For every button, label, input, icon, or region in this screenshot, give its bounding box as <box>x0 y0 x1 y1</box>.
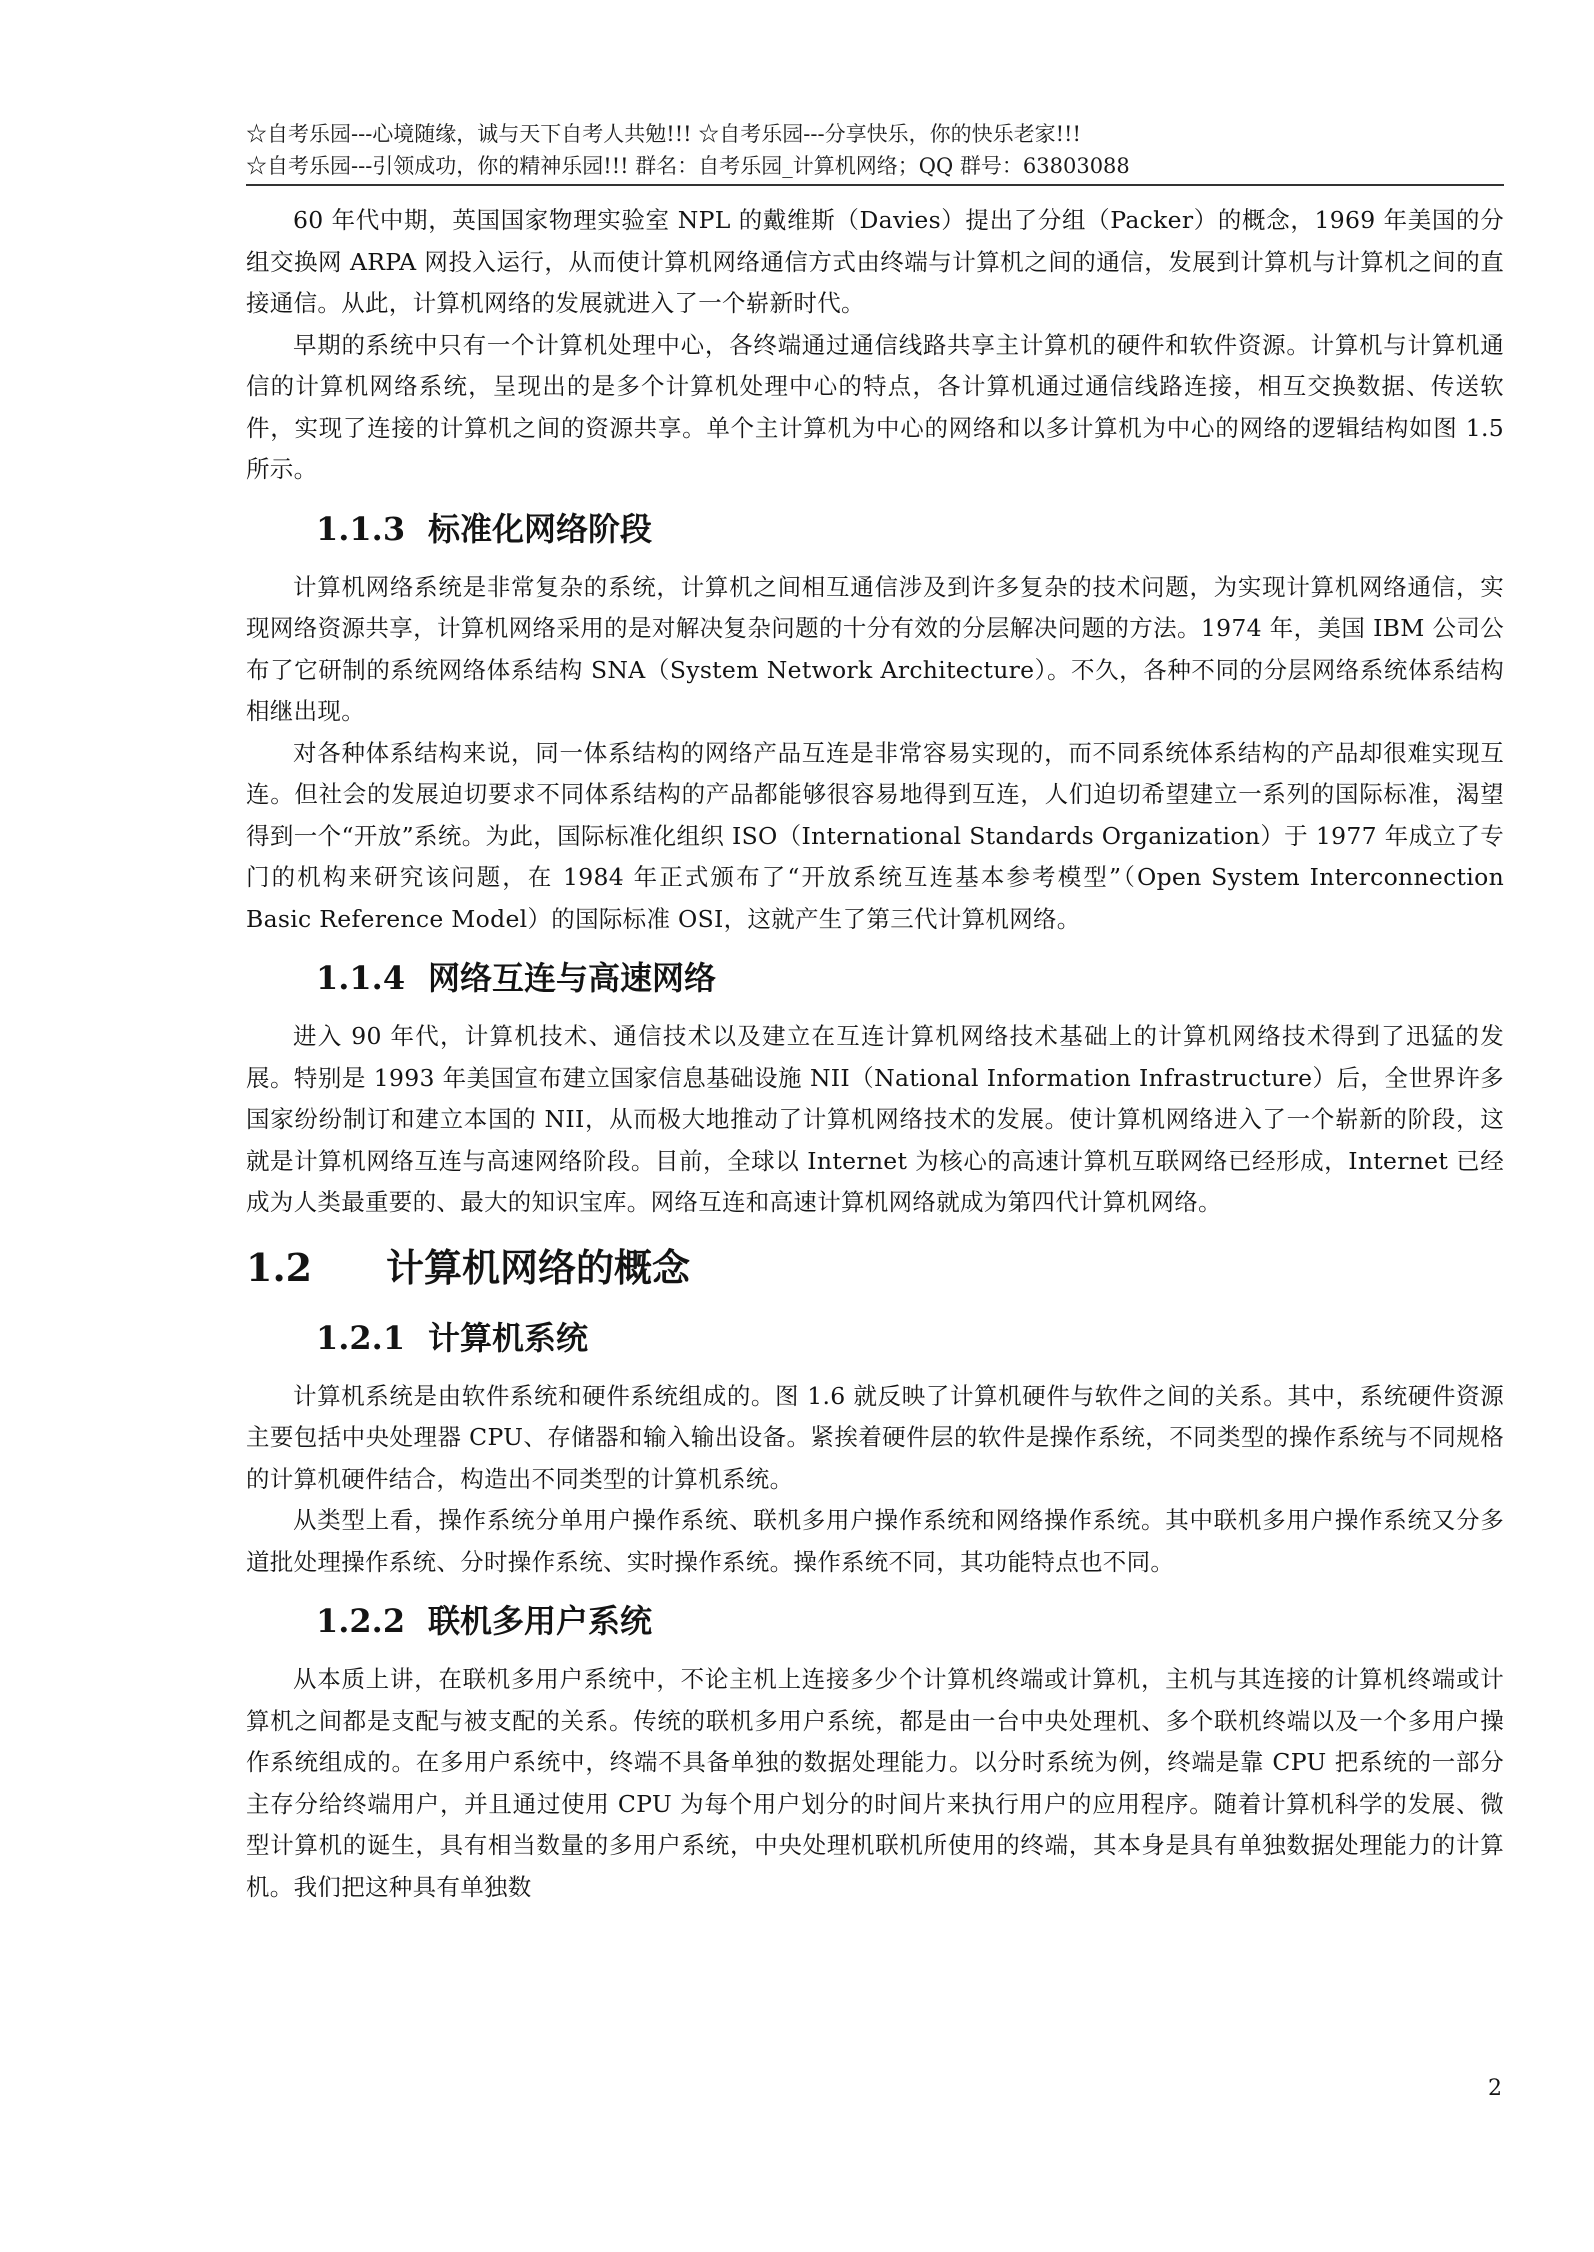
header-line-1: ☆自考乐园---心境随缘，诚与天下自考人共勉!!! ☆自考乐园---分享快乐，你的快乐老家!!! <box>246 122 1081 146</box>
section-heading-1-1-3 <box>246 503 1504 555</box>
section-number: 1.2.1 <box>316 1318 406 1357</box>
paragraph: 计算机网络系统是非常复杂的系统，计算机之间相互通信涉及到许多复杂的技术问题，为实现计算机网络通信，实现网络资源共享，计算机网络采用的是对解决复杂问题的十分有效的分层解决问题的方法。1974 年，美国 IBM 公司公布了它研制的系统网络体系结构 SNA（System Network Architecture）。不久，各种不同的分层网络系统体系结构相继出现。 <box>246 572 1504 725</box>
chapter-heading-1-2 <box>246 1236 1504 1300</box>
paragraph: 从本质上讲，在联机多用户系统中，不论主机上连接多少个计算机终端或计算机，主机与其连接的计算机终端或计算机之间都是支配与被支配的关系。传统的联机多用户系统，都是由一台中央处理机、多个联机终端以及一个多用户操作系统组成的。在多用户系统中，终端不具备单独的数据处理能力。以分时系统为例，终端是靠 CPU 把系统的一部分主存分给终端用户，并且通过使用 CPU 为每个用户划分的时间片来执行用户的应用程序。随着计算机科学的发展、微型计算机的诞生，具有相当数量的多用户系统，中央处理机联机所使用的终端，其本身是具有单独数据处理能力的计算机。我们把这种具有单独数 <box>246 1665 1504 1901</box>
page-header <box>246 118 1504 186</box>
page-content <box>246 200 1504 1908</box>
section-title: 网络互连与高速网络 <box>428 959 717 997</box>
paragraph: 进入 90 年代，计算机技术、通信技术以及建立在互连计算机网络技术基础上的计算机网络技术得到了迅猛的发展。特别是 1993 年美国宣布建立国家信息基础设施 NII（National Information Infrastructure）后，全世界许多国家纷纷制订和建立本国的 NII，从而极大地推动了计算机网络技术的发展。使计算机网络进入了一个崭新的阶段，这就是计算机网络互连与高速网络阶段。目前，全球以 Internet 为核心的高速计算机互联网络已经形成，Internet 已经成为人类最重要的、最大的知识宝库。网络互连和高速计算机网络就成为第四代计算机网络。 <box>246 1022 1504 1216</box>
paragraph: 对各种体系结构来说，同一体系结构的网络产品互连是非常容易实现的，而不同系统体系结构的产品却很难实现互连。但社会的发展迫切要求不同体系结构的产品都能够很容易地得到互连，人们迫切希望建立一系列的国际标准，渴望得到一个“开放”系统。为此，国际标准化组织 ISO（International Standards Organization）于 1977 年成立了专门的机构来研究该问题，在 1984 年正式颁布了“开放系统互连基本参考模型”（Open System Interconnection Basic Reference Model）的国际标准 OSI，这就产生了第三代计算机网络。 <box>246 738 1504 933</box>
section-title: 计算机网络的概念 <box>386 1244 691 1290</box>
paragraph: 计算机系统是由软件系统和硬件系统组成的。图 1.6 就反映了计算机硬件与软件之间的关系。其中，系统硬件资源主要包括中央处理器 CPU、存储器和输入输出设备。紧挨着硬件层的软件是操作系统，不同类型的操作系统与不同规格的计算机硬件结合，构造出不同类型的计算机系统。 <box>246 1381 1504 1493</box>
section-number: 1.2 <box>246 1244 313 1290</box>
section-heading-1-2-1 <box>246 1312 1504 1364</box>
header-line-2: ☆自考乐园---引领成功，你的精神乐园!!! 群名：自考乐园_计算机网络；QQ 群号：63803088 <box>246 154 1130 178</box>
section-number: 1.2.2 <box>316 1602 406 1640</box>
section-heading-1-1-4 <box>246 952 1504 1004</box>
paragraph: 从类型上看，操作系统分单用户操作系统、联机多用户操作系统和网络操作系统。其中联机多用户操作系统又分多道批处理操作系统、分时操作系统、实时操作系统。操作系统不同，其功能特点也不同。 <box>246 1506 1504 1576</box>
paragraph: 60 年代中期，英国国家物理实验室 NPL 的戴维斯（Davies）提出了分组（Packer）的概念，1969 年美国的分组交换网 ARPA 网投入运行，从而使计算机网络通信方式由终端与计算机之间的通信，发展到计算机与计算机之间的直接通信。从此，计算机网络的发展就进入了一个崭新时代。 <box>246 206 1504 317</box>
section-number: 1.1.3 <box>316 509 406 548</box>
section-title: 联机多用户系统 <box>428 1602 653 1640</box>
section-title: 计算机系统 <box>428 1318 589 1357</box>
paragraph: 早期的系统中只有一个计算机处理中心，各终端通过通信线路共享主计算机的硬件和软件资源。计算机与计算机通信的计算机网络系统，呈现出的是多个计算机处理中心的特点，各计算机通过通信线路连接，相互交换数据、传送软件，实现了连接的计算机之间的资源共享。单个主计算机为中心的网络和以多计算机为中心的网络的逻辑结构如图 1.5 所示。 <box>246 330 1504 483</box>
page-number: 2 <box>1488 2076 1502 2101</box>
section-heading-1-2-2 <box>246 1595 1504 1647</box>
section-title: 标准化网络阶段 <box>428 509 653 548</box>
section-number: 1.1.4 <box>316 959 406 997</box>
